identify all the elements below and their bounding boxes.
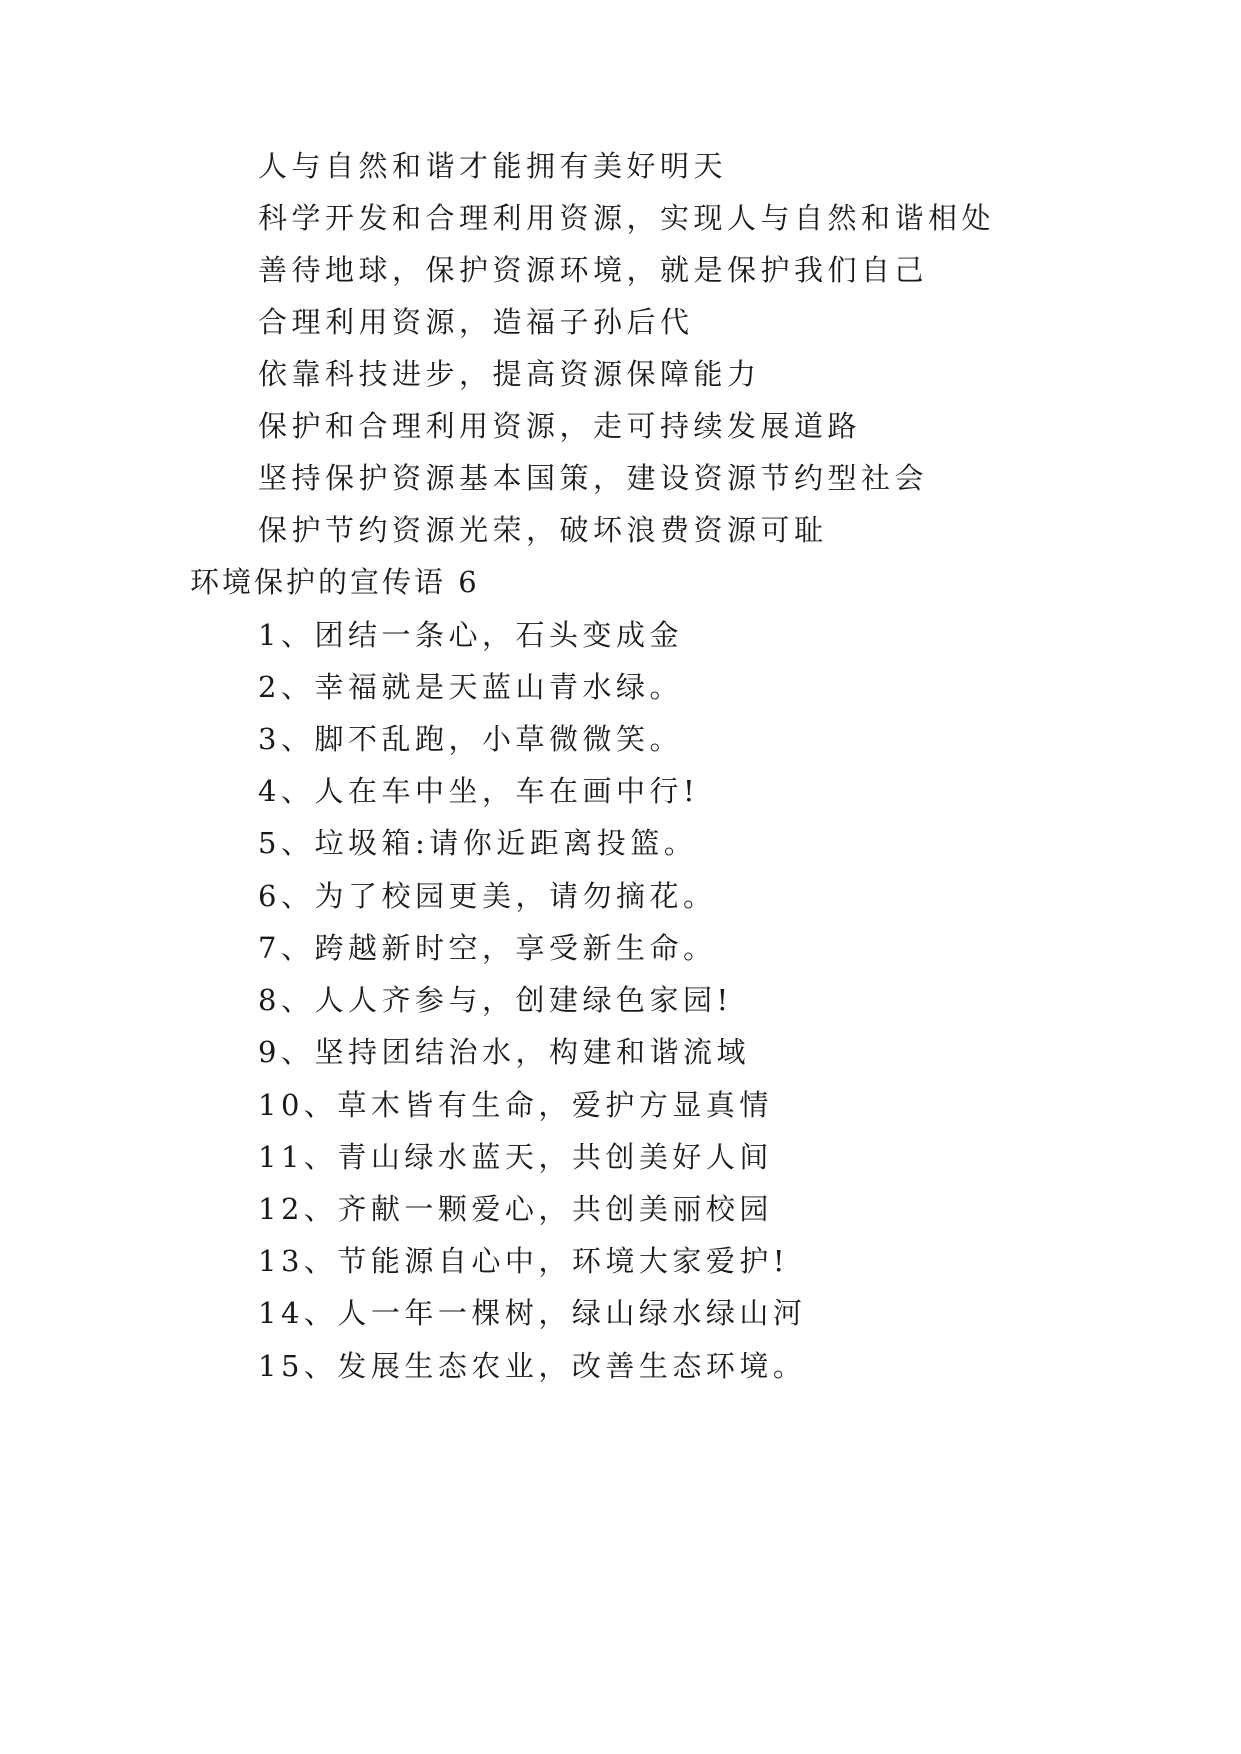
numbered-slogan: 12、齐献一颗爱心，共创美丽校园 — [258, 1192, 773, 1226]
numbered-slogan: 13、节能源自心中，环境大家爱护! — [258, 1244, 790, 1278]
numbered-slogan: 9、坚持团结治水，构建和谐流域 — [258, 1035, 750, 1069]
numbered-slogan: 7、跨越新时空，享受新生命。 — [258, 931, 717, 965]
slogan-line: 坚持保护资源基本国策，建设资源节约型社会 — [258, 461, 929, 495]
slogan-line: 保护节约资源光荣，破坏浪费资源可耻 — [258, 513, 828, 547]
slogan-line: 保护和合理利用资源，走可持续发展道路 — [258, 409, 862, 443]
numbered-slogan: 8、人人齐参与，创建绿色家园! — [258, 983, 733, 1017]
slogan-line: 科学开发和合理利用资源，实现人与自然和谐相处 — [258, 201, 996, 235]
numbered-slogan: 10、草木皆有生命，爱护方显真情 — [258, 1088, 773, 1122]
numbered-slogan: 14、人一年一棵树，绿山绿水绿山河 — [258, 1296, 807, 1330]
numbered-slogan: 5、垃圾箱:请你近距离投篮。 — [258, 826, 698, 860]
numbered-slogan: 1、团结一条心，石头变成金 — [258, 618, 683, 652]
slogan-line: 合理利用资源，造福子孙后代 — [258, 305, 694, 339]
numbered-slogan: 2、幸福就是天蓝山青水绿。 — [258, 670, 683, 704]
numbered-slogan: 6、为了校园更美，请勿摘花。 — [258, 879, 717, 913]
numbered-slogan: 15、发展生态农业，改善生态环境。 — [258, 1349, 807, 1383]
slogan-line: 人与自然和谐才能拥有美好明天 — [258, 149, 728, 183]
section-heading: 环境保护的宣传语 6 — [190, 565, 480, 599]
numbered-slogan: 11、青山绿水蓝天，共创美好人间 — [258, 1140, 773, 1174]
numbered-slogan: 4、人在车中坐，车在画中行! — [258, 774, 700, 808]
slogan-line: 依靠科技进步，提高资源保障能力 — [258, 357, 761, 391]
slogan-line: 善待地球，保护资源环境，就是保护我们自己 — [258, 253, 929, 287]
numbered-slogan: 3、脚不乱跑，小草微微笑。 — [258, 722, 683, 756]
